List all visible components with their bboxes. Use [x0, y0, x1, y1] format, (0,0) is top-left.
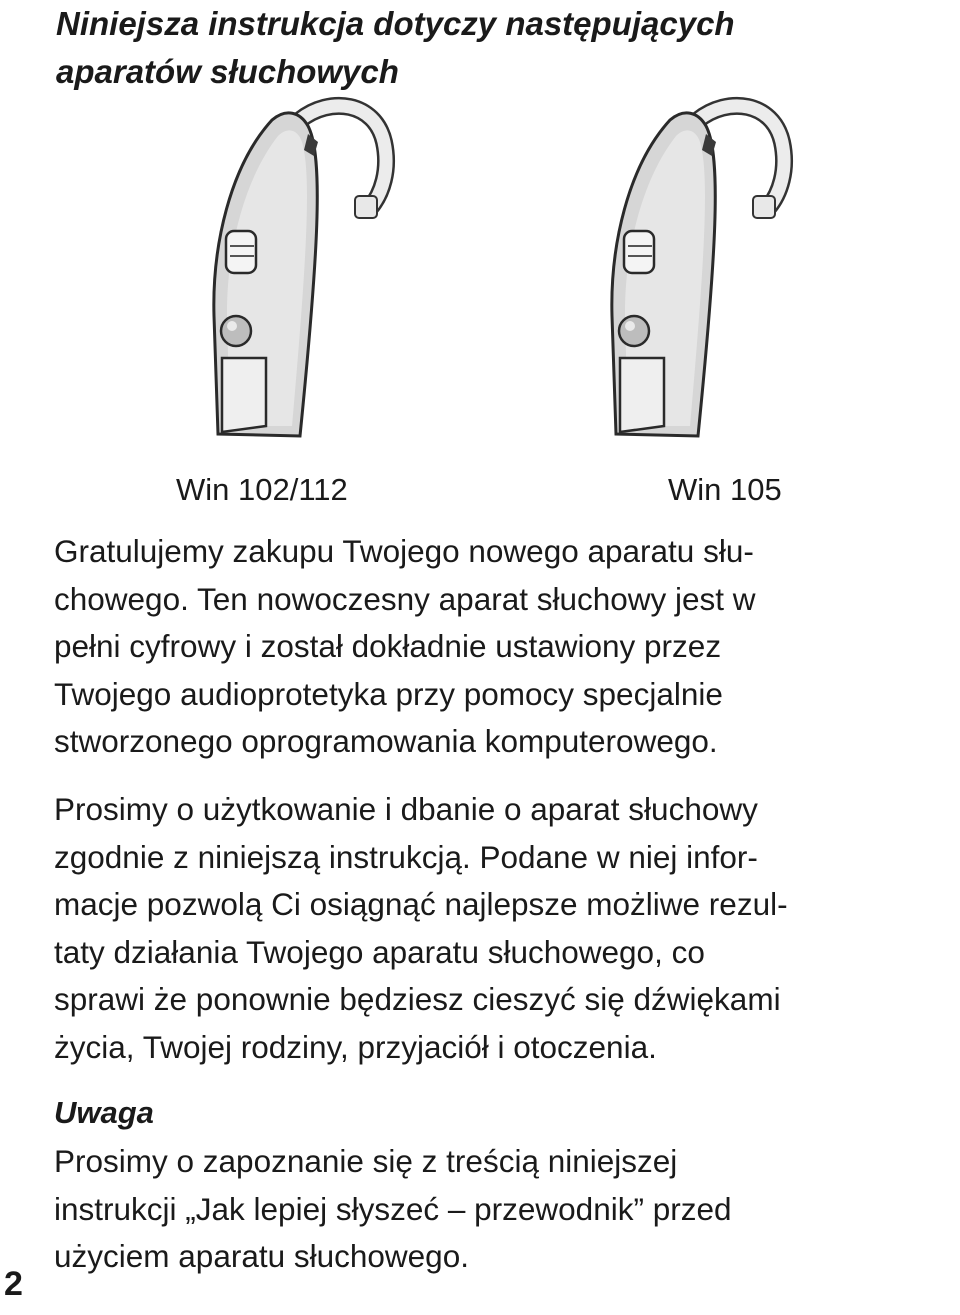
care-line: sprawi że ponownie będziesz cieszyć się dźwiękami	[54, 981, 781, 1017]
care-paragraph	[54, 786, 940, 1071]
model-label-1: Win 102/112	[176, 472, 348, 507]
care-line: życia, Twojej rodziny, przyjaciół i otoczenia.	[54, 1028, 657, 1065]
care-line: zgodnie z niniejszą instrukcją. Podane w niej infor-	[54, 838, 758, 875]
care-line: taty działania Twojego aparatu słuchowego, co	[54, 933, 705, 970]
page-heading	[56, 0, 936, 96]
heading-line-1: Niniejsza instrukcja dotyczy następujących	[56, 5, 735, 42]
hearing-aid-illustration-1	[200, 96, 400, 446]
notice-paragraph	[54, 1138, 940, 1281]
hearing-aid-icon	[200, 96, 400, 446]
care-line: Prosimy o użytkowanie i dbanie o aparat słuchowy	[54, 791, 758, 827]
model-label-2: Win 105	[668, 472, 782, 507]
notice-title: Uwaga	[54, 1095, 154, 1130]
hearing-aid-illustration-2	[598, 96, 798, 446]
intro-line: Twojego audioprotetyka przy pomocy specjalnie	[54, 675, 723, 712]
notice-line: instrukcji „Jak lepiej słyszeć – przewodnik” przed	[54, 1190, 732, 1227]
intro-line: stworzonego oprogramowania komputerowego.	[54, 723, 718, 759]
heading-line-2: aparatów słuchowych	[56, 53, 399, 90]
intro-line: pełni cyfrowy i został dokładnie ustawiony przez	[54, 628, 722, 664]
hearing-aid-icon	[598, 96, 798, 446]
notice-line: Prosimy o zapoznanie się z treścią niniejszej	[54, 1143, 678, 1179]
intro-line: chowego. Ten nowoczesny aparat słuchowy jest w	[54, 580, 756, 617]
notice-line: użyciem aparatu słuchowego.	[54, 1238, 469, 1274]
intro-line: Gratulujemy zakupu Twojego nowego aparatu słu-	[54, 533, 754, 569]
intro-paragraph	[54, 528, 940, 766]
care-line: macje pozwolą Ci osiągnąć najlepsze możliwe rezul-	[54, 886, 788, 922]
page-number: 2	[4, 1265, 23, 1303]
